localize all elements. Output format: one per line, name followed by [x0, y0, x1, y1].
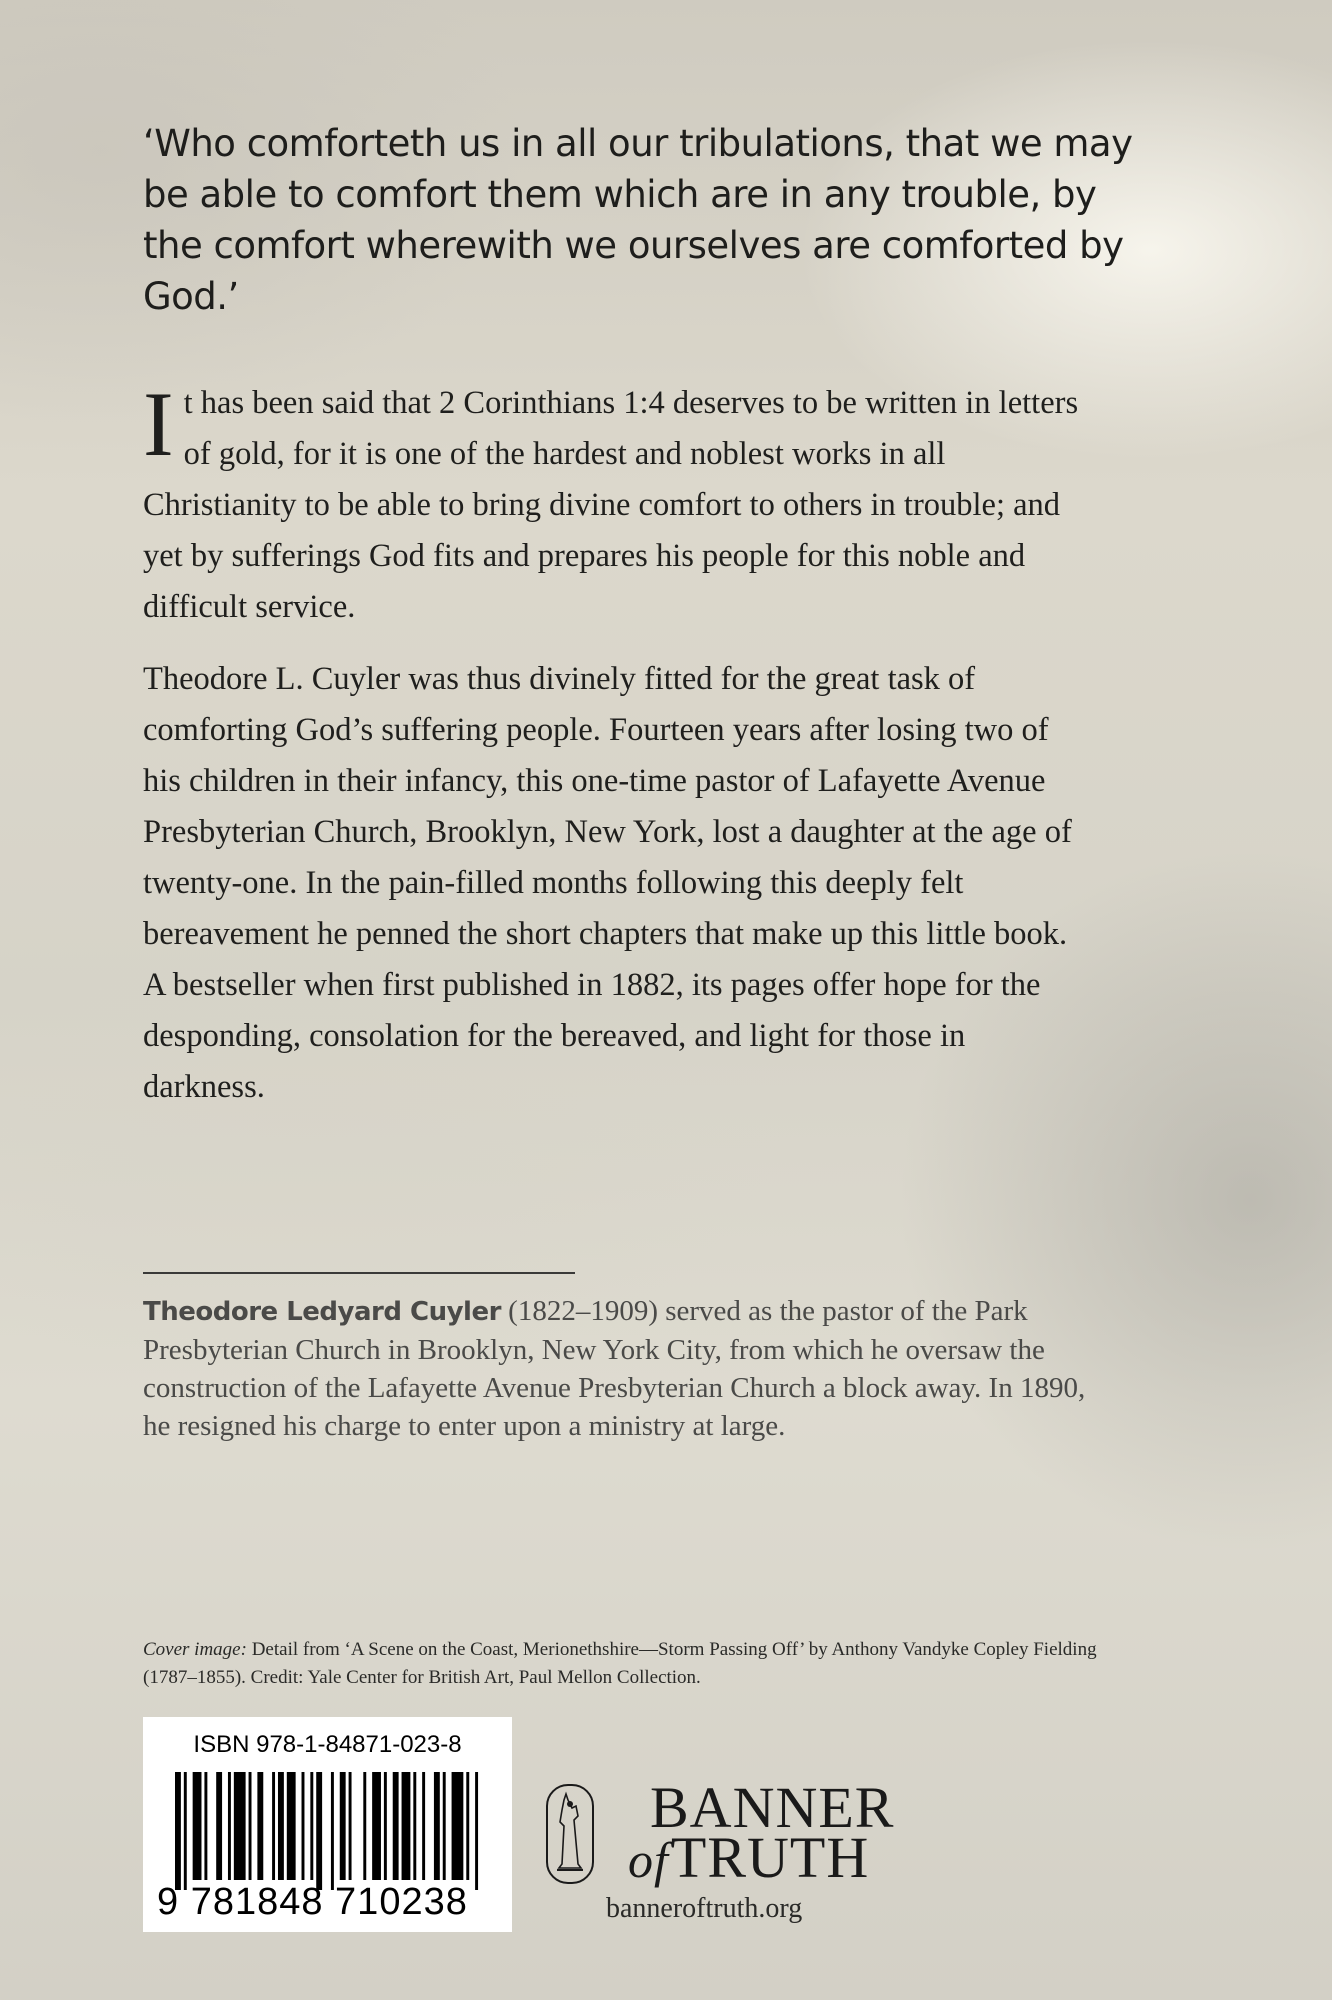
barcode-bar [216, 1772, 222, 1880]
isbn-barcode [143, 1717, 512, 1932]
publisher-of: of [628, 1832, 669, 1888]
barcode-bar [302, 1772, 305, 1880]
cover-image-credit [143, 1636, 1103, 1692]
publisher-url[interactable]: banneroftruth.org [606, 1893, 803, 1924]
barcode-bar [175, 1772, 181, 1890]
banner-bearer-seal-icon [546, 1784, 594, 1884]
publisher-truth: TRUTH [670, 1825, 870, 1890]
publisher-logo [546, 1775, 895, 1890]
barcode-bar [452, 1772, 464, 1880]
barcode-bar [272, 1772, 275, 1880]
description-paragraph-2: Theodore L. Cuyler was thus divinely fitted for the great task of comforting God’s suffering people. Fourteen years after losing two of his children in their infancy, this one-time pastor of Lafayette Avenue Presbyterian Church, Brooklyn, New York, lost a daughter at the age of twenty-one. In the pain-filled months following this deeply felt bereavement he penned the short chapters that make up this little book. A bestseller when first published in 1882, its pages offer hope for the desponding, consolation for the bereaved, and light for those in darkness. [143, 661, 1072, 1105]
barcode-bar [349, 1772, 352, 1880]
barcode-bar [287, 1772, 296, 1880]
barcode-bar [228, 1772, 231, 1880]
drop-cap: I [143, 373, 174, 475]
divider [143, 1272, 575, 1274]
barcode-bar [257, 1772, 263, 1880]
barcode-bar [413, 1772, 416, 1880]
barcode-bar [234, 1772, 246, 1880]
credit-label: Cover image: [143, 1639, 247, 1660]
barcode-bar [331, 1772, 334, 1890]
barcode-bar [340, 1772, 346, 1880]
isbn-text: ISBN 978-1-84871-023-8 [193, 1731, 462, 1758]
credit-text: Detail from ‘A Scene on the Coast, Merionethshire—Storm Passing Off’ by Anthony Vandyke Copley Fielding (1787–1855). Credit: Yale Center for British Art, Paul Mellon Collection. [143, 1639, 1097, 1688]
barcode-bar [363, 1772, 366, 1880]
author-bio [143, 1292, 1103, 1445]
barcode-bar [249, 1772, 252, 1880]
barcode-bar [393, 1772, 399, 1880]
barcode-bars-icon [175, 1772, 481, 1890]
barcode-bar [204, 1772, 207, 1880]
barcode-bar [316, 1772, 322, 1890]
barcode-bar [310, 1772, 313, 1880]
barcode-bar [402, 1772, 411, 1880]
barcode-bar [434, 1772, 440, 1880]
description-paragraph-1 [143, 373, 1083, 633]
barcode-bar [278, 1772, 284, 1880]
barcode-bar [193, 1772, 202, 1880]
publisher-name-line2 [628, 1824, 869, 1891]
publisher-name-line1: BANNER [650, 1775, 895, 1840]
barcode-bar [475, 1772, 478, 1890]
barcode-bar [466, 1772, 469, 1880]
barcode-bar [372, 1772, 381, 1880]
paragraph-1-text: t has been said that 2 Corinthians 1:4 deserves to be written in letters of gold, for it is one of the hardest and noblest works in all Christianity to be able to bring divine comfort to others in trouble; and yet by sufferings God fits and prepares his people for this noble and difficult service. [143, 385, 1079, 625]
author-name: Theodore Ledyard Cuyler [143, 1297, 501, 1327]
barcode-bar [384, 1772, 387, 1880]
barcode-bar [184, 1772, 187, 1890]
barcode-bar [443, 1772, 446, 1880]
author-bio-text: (1822–1909) served as the pastor of the Park Presbyterian Church in Brooklyn, New York City, from which he oversaw the construction of the Lafayette Avenue Presbyterian Church a block away. In 1890, he resigned his charge to enter upon a ministry at large. [143, 1295, 1086, 1442]
epigraph-quote: ‘Who comforteth us in all our tribulations, that we may be able to comfort them which are in any trouble, by the comfort wherewith we ourselves are comforted by God.’ [143, 122, 1133, 318]
barcode-digits: 9 781848 710238 [157, 1881, 468, 1923]
barcode-bar [422, 1772, 425, 1880]
